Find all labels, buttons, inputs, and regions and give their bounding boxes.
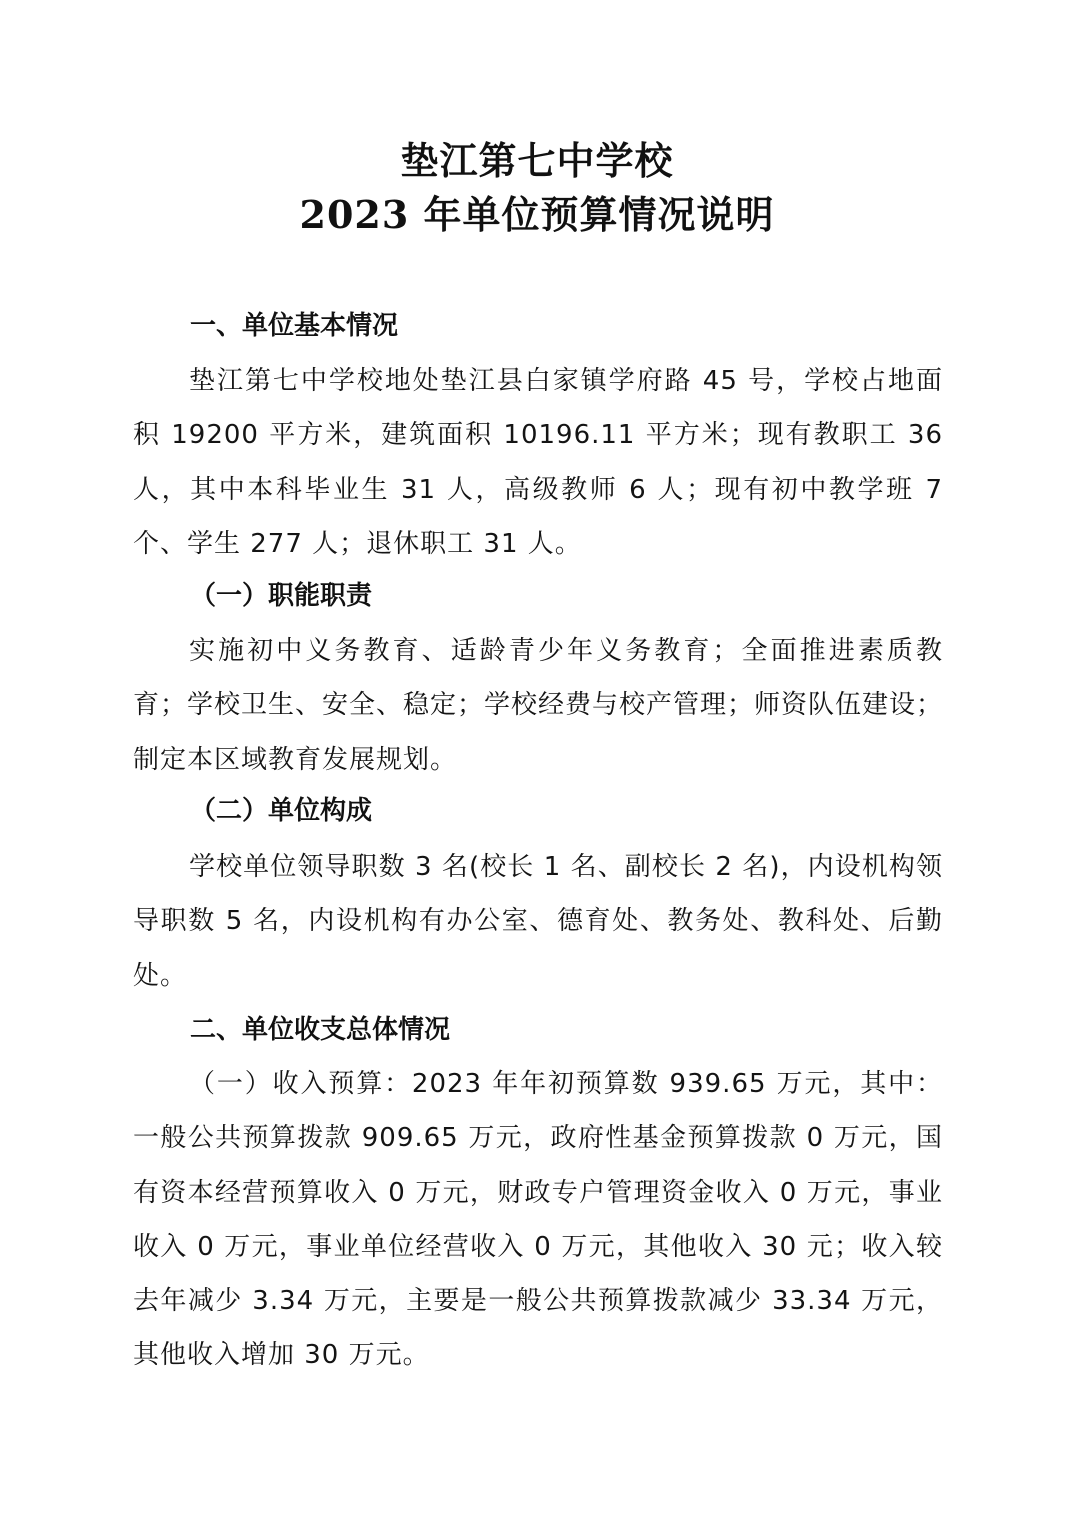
subsection-heading-duties: （一）职能职责 — [190, 581, 373, 611]
paragraph-basic-info: 垫江第七中学校地处垫江县白家镇学府路 45 号，学校占地面积 19200 平方米，建筑面积 10196.11 平方米；现有教职工 36 人，其中本科毕业生 31 人，高级教师 6 人；现有初中教学班 7 个、学生 277 人；退休职工 31 人。 — [133, 366, 943, 559]
subsection-heading-structure: （二）单位构成 — [190, 796, 373, 826]
paragraph-structure: 学校单位领导职数 3 名(校长 1 名、副校长 2 名)，内设机构领导职数 5 名，内设机构有办公室、德育处、教务处、教科处、后勤处。 — [133, 852, 943, 991]
section-heading-revenue-expenditure: 二、单位收支总体情况 — [190, 1015, 451, 1045]
paragraph-revenue-budget: （一）收入预算：2023 年年初预算数 939.65 万元，其中：一般公共预算拨款 909.65 万元，政府性基金预算拨款 0 万元，国有资本经营预算收入 0 万元，财政专户管理资金收入 0 万元，事业收入 0 万元，事业单位经营收入 0 万元，其他收入 30 元；收入较去年减少 3.34 万元，主要是一般公共预算拨款减少 33.34 万元，其他收入增加 30 万元。 — [133, 1069, 943, 1371]
paragraph-duties: 实施初中义务教育、适龄青少年义务教育；全面推进素质教育；学校卫生、安全、稳定；学校经费与校产管理；师资队伍建设；制定本区域教育发展规划。 — [133, 636, 944, 775]
document-title-school: 垫江第七中学校 — [400, 138, 674, 183]
document-title-budget: 2023 年单位预算情况说明 — [299, 192, 775, 237]
section-heading-basic-info: 一、单位基本情况 — [190, 311, 399, 341]
